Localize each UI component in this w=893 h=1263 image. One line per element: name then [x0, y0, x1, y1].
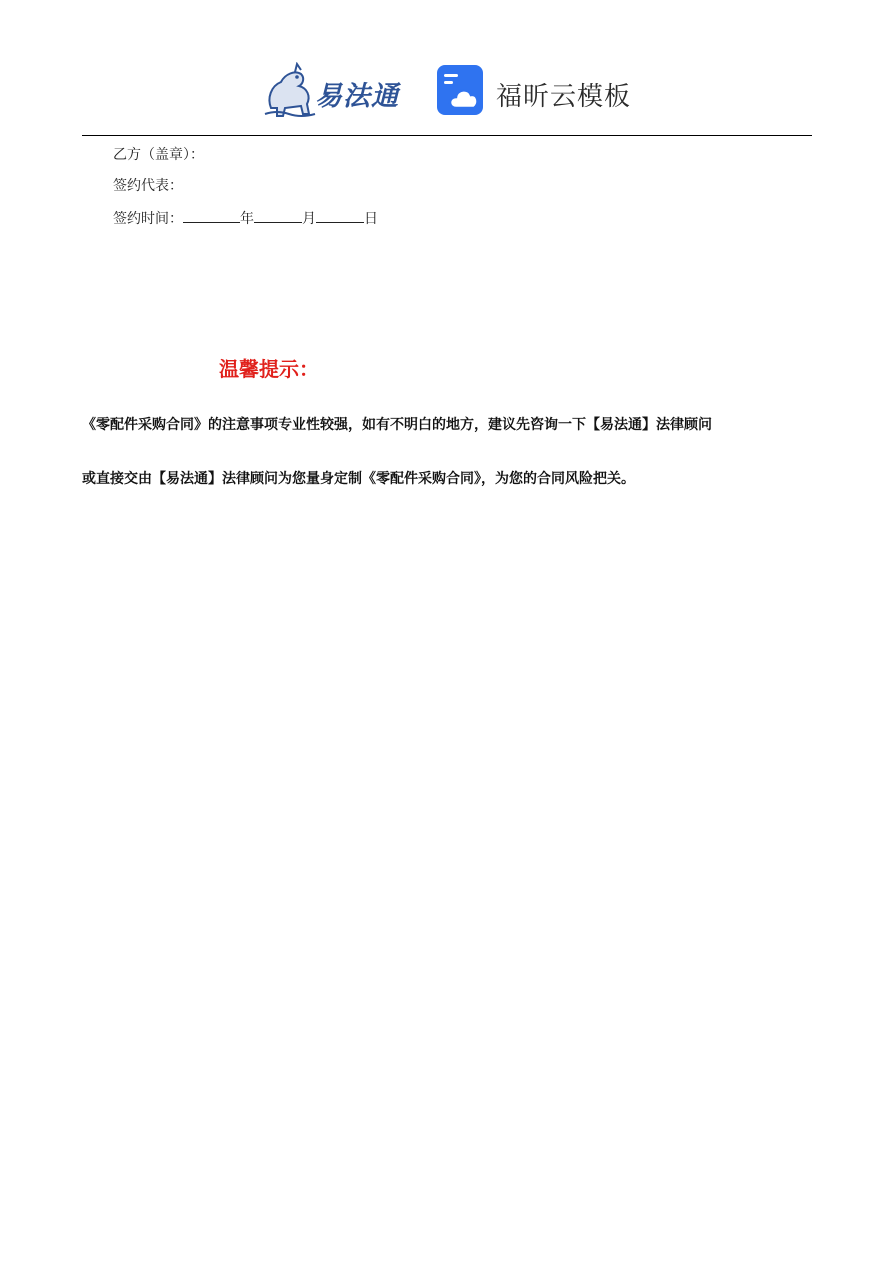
sign-date-line [113, 208, 378, 228]
representative-label: 签约代表： [113, 178, 183, 194]
logo-yifatong-text: 易法通 [315, 81, 399, 112]
day-label: 日 [364, 211, 378, 227]
year-blank [183, 208, 240, 223]
tip-title: 温馨提示： [219, 357, 319, 381]
header-logos [0, 58, 893, 124]
year-label: 年 [240, 211, 254, 227]
sign-date-label: 签约时间： [113, 211, 183, 227]
logo-fuxin [436, 64, 636, 120]
party-b-label: 乙方（盖章）： [113, 147, 204, 163]
cloud-document-icon [436, 64, 488, 116]
month-label: 月 [302, 211, 316, 227]
logo-yifatong [261, 62, 416, 120]
tip-paragraph-line-2: 或直接交由【易法通】法律顾问为您量身定制《零配件采购合同》，为您的合同风险把关。 [82, 471, 635, 487]
header-divider [82, 135, 812, 136]
party-b-seal-line [113, 146, 204, 164]
qilin-mascot-icon [261, 62, 319, 120]
month-blank [254, 208, 302, 223]
tip-paragraph-line-1: 《零配件采购合同》的注意事项专业性较强，如有不明白的地方，建议先咨询一下【易法通】法律顾问 [82, 417, 712, 433]
representative-line [113, 177, 183, 195]
logo-fuxin-text: 福昕云模板 [496, 82, 632, 112]
day-blank [316, 208, 364, 223]
